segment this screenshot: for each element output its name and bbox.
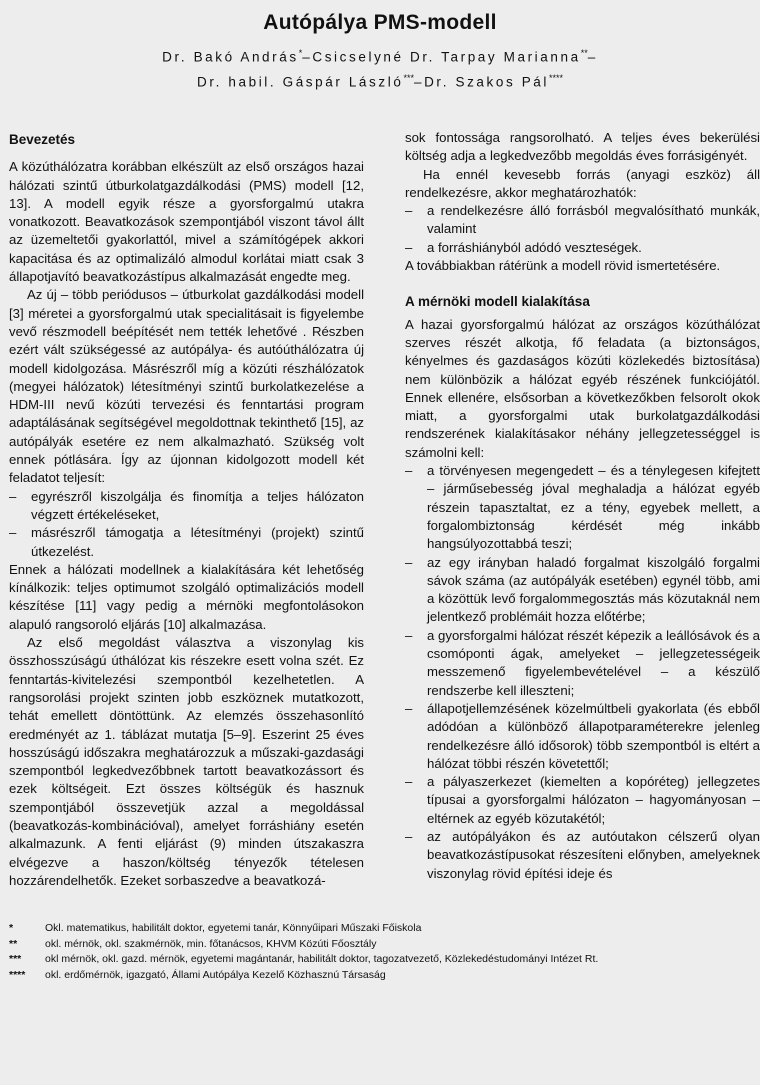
body-paragraph: Az új – több periódusos – útburkolat gazdálkodási modell [3] méretei a gyorsforgalmú utak specialitásait is figyelembe vevő részmodell beépítését nem tették lehetővé . Részben ezért vált szükségessé az autópálya- és autóúthálózatra új modell kidolgozása. Másrészről míg a közúti részhálózatok (megyei hálózatok) létesítményi szintű burkolatkezelése a HDM-III nevű közúti tervezési és fenntartási program adaptálásának segítségével megoldottnak tekinthető [15], az autópályák esetére ez nem alkalmazható. Szükség volt ennek pótlására. Így az újonnan kidolgozott modell két feladatot teljesít: <box>9 287 364 486</box>
right-column <box>405 129 760 883</box>
author-separator: – <box>587 49 598 65</box>
footnote <box>9 921 749 937</box>
section-heading-engineering-model: A mérnöki modell kialakítása <box>405 294 590 310</box>
footnote-mark: ** <box>9 937 18 950</box>
author-name: Dr. Bakó András <box>162 49 299 65</box>
footnote-text: okl mérnök, okl. gazd. mérnök, egyetemi magántanár, habilitált doktor, tagozatvezető, Közlekedéstudományi Intézet Rt. <box>45 953 599 965</box>
author-separator: – <box>302 49 313 65</box>
footnote-text: okl. mérnök, okl. szakmérnök, min. főtanácsos, KHVM Közúti Főosztály <box>45 937 377 950</box>
author-name: Dr. habil. Gáspár László <box>196 74 404 89</box>
body-paragraph: A közúthálózatra korábban elkészült az első országos hazai hálózati szintű útburkolatgazdálkodási (PMS) modell [12, 13]. A modell egyik része a gyorsforgalmú utakra vonatkozott. Beavatkozások szempontjából viszont távol állt az üzemeltetői gyakorlattól, mivel a számítógépek akkori kapacitása és az optimalizáló almodul korlátai miatt csak 3 állapotjavító beavatkozástípus alkalmazását engedte meg. <box>9 159 364 285</box>
list-item: – a rendelkezésre álló forrásból megvalósítható munkák, valamint <box>405 202 760 239</box>
author-name: Dr. Szakos Pál <box>424 74 550 89</box>
author-footnote-mark: *** <box>403 72 414 83</box>
body-paragraph: Ennek a hálózati modellnek a kialakítására két lehetőség kínálkozik: teljes optimumot szolgáló optimalizációs modell készítése [11] vagy pedig a mérnöki megfontolásokon alapuló rangsoroló eljárás [10] alkalmazása. <box>9 561 364 632</box>
dash-list <box>405 462 760 883</box>
body-paragraph: Ha ennél kevesebb forrás (anyagi eszköz) áll rendelkezésre, akkor meghatározhatók: <box>405 166 760 200</box>
list-item: – a forráshiányból adódó veszteségek. <box>405 239 760 257</box>
body-paragraph: sok fontossága rangsorolható. A teljes éves bekerülési költség adja a legkedvezőbb megoldás éves forrásigényét. <box>405 130 760 164</box>
author-line-2 <box>0 68 760 93</box>
body-paragraph: A továbbiakban rátérünk a modell rövid ismertetésére. <box>405 258 721 274</box>
author-separator: – <box>413 74 425 89</box>
list-item: – állapotjellemzésének közelmúltbeli gyakorlata (és ebből adódóan a különböző állapotparaméterekre jelenleg rendelkezésre álló idősorok) több szempontból is eltért a hálózat többi részén követettől; <box>405 700 760 773</box>
section-heading-introduction: Bevezetés <box>9 132 76 147</box>
footnotes <box>9 921 749 983</box>
author-footnote-mark: ** <box>580 48 588 58</box>
paper-title: Autópálya PMS-modell <box>263 11 497 34</box>
author-line-1 <box>0 43 760 68</box>
footnote <box>9 968 749 984</box>
footnote <box>9 952 749 968</box>
footnote-text: Okl. matematikus, habilitált doktor, egyetemi tanár, Könnyűipari Műszaki Főiskola <box>45 922 422 934</box>
list-item: – a pályaszerkezet (kiemelten a kopóréteg) jellegzetes típusai a gyorsforgalmi hálózaton – hagyományosan – eltérnek az egyéb közutakétól; <box>405 773 760 828</box>
author-footnote-mark: * <box>298 48 303 58</box>
list-item: – a gyorsforgalmi hálózat részét képezik a leállósávok és a csomóponti ágak, amelyeket – jellegzetességeik messzemenő figyelembevételével – a készülő rendszerbe kell illeszteni; <box>405 627 760 700</box>
list-item: – az egy irányban haladó forgalmat kiszolgáló forgalmi sávok száma (az autópályák esetében) egynél több, ami a közöttük levő forgalommegosztás más közutaknál nem jelentkező problémáit hozza előtérbe; <box>405 554 760 627</box>
body-paragraph: Az első megoldást választva a viszonylag kis összhosszúságú úthálózat kis részekre esett volna szét. Ez fenntartás-kivitelezési szempontból kezelhetetlen. A rangsorolási projekt szinten jobb eszköznek mutatkozott, tehát emellett döntöttünk. Az elemzés összehasonlító eredményét az 1. táblázat mutatja [5–9]. Eszerint 25 éves hosszúságú időszakra meghatározzuk a műszaki-gazdasági szempontból legkedvezőbbnek tartott beavatkozássort és ezek költségeit. Ezt összes költségük és hasznuk szempontjából összevetjük azzal a megoldással (beavatkozás-kombinációval), amelyet forráshiány esetén alkalmazunk. A fenti eljárást (9) minden útszakaszra elvégezve a haszon/költség tényezők tételesen hozzárendelhetők. Ezeket sorbaszedve a beavatkozá- <box>9 635 364 888</box>
body-paragraph: A hazai gyorsforgalmú hálózat az országos közúthálózat szerves részét alkotja, fő feladata (a biztonságos, kényelmes és gazdaságos közúti közlekedés biztosítása) nem különbözik a hálózat egyéb részének funkciójától. Ennek ellenére, elsősorban a következőkben felsorolt okok miatt, a gyorsforgalmi utak burkolatgazdálkodási rendszerének kialakításakor néhány jellegzetességgel is számolni kell: <box>405 316 760 460</box>
list-item: – egyrészről kiszolgálja és finomítja a teljes hálózaton végzett értékeléseket, <box>9 488 364 525</box>
footnote-mark: *** <box>9 953 22 965</box>
dash-list <box>405 202 760 257</box>
footnote-text: okl. erdőmérnök, igazgató, Állami Autópálya Kezelő Közhasznú Társaság <box>45 968 386 981</box>
left-column <box>9 131 364 890</box>
author-footnote-mark: **** <box>549 72 564 83</box>
author-block <box>0 43 760 92</box>
footnote <box>9 937 749 953</box>
author-name: Csicselyné Dr. Tarpay Marianna <box>312 49 581 65</box>
dash-list <box>9 488 364 561</box>
list-item: – a törvényesen megengedett – és a ténylegesen kifejtett – járműsebesség jóval meghaladja a hálózat egyéb részein tapasztaltat, ez a tény, egyebek mellett, a forgalombiztonság kérdését még inkább hangsúlyozottabbá teszi; <box>405 462 760 553</box>
list-item: – az autópályákon és az autóutakon célszerű olyan beavatkozástípusokat részesíteni előnyben, amelyeknek viszonylag rövid építési ideje és <box>405 828 760 883</box>
footnote-mark: * <box>9 922 14 934</box>
footnote-mark: **** <box>9 968 26 981</box>
list-item: – másrészről támogatja a létesítményi (projekt) szintű útkezelést. <box>9 524 364 561</box>
